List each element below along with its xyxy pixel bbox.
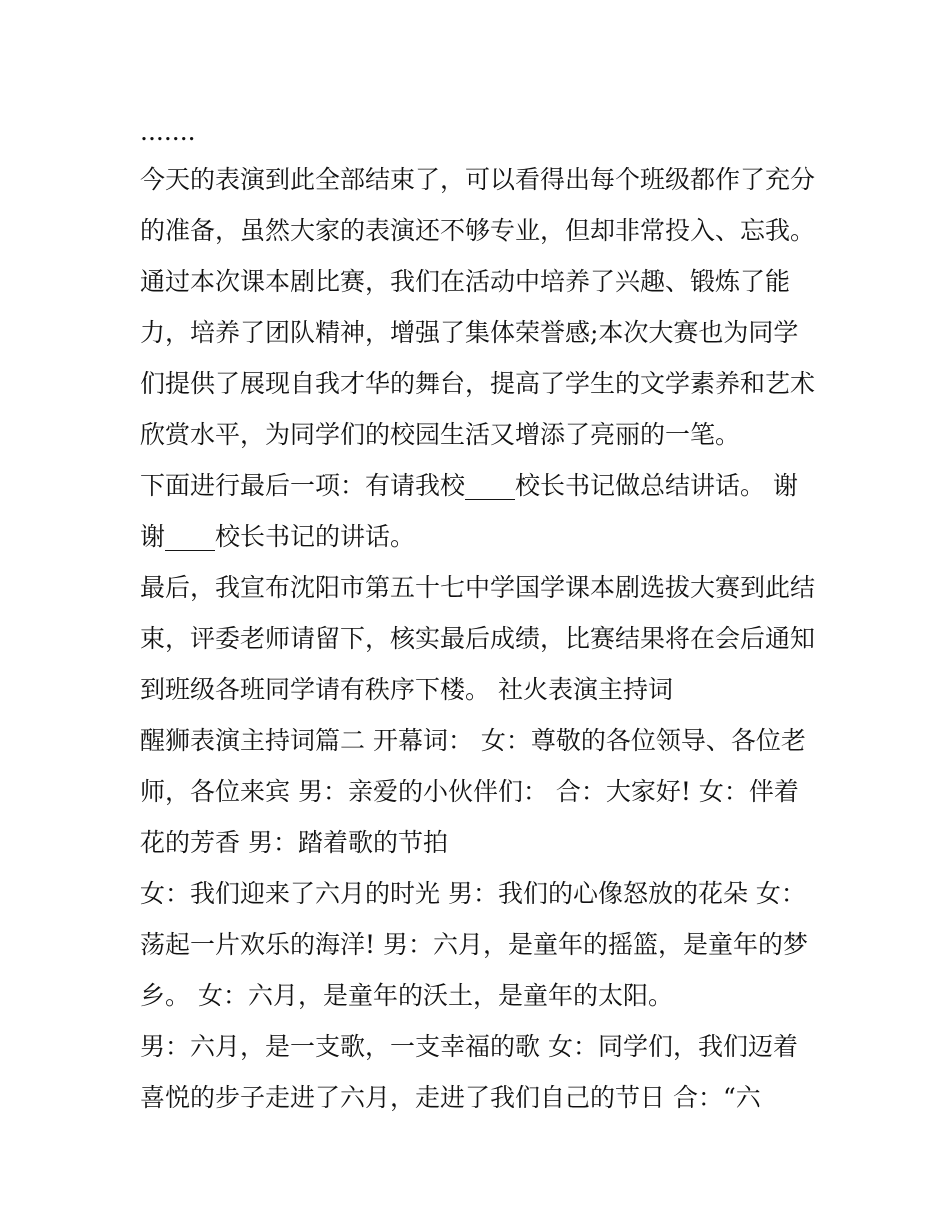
document-body — [140, 110, 830, 1123]
text-line: 男：六月，是一支歌，一支幸福的歌 女：同学们，我们迈着 — [140, 1032, 798, 1061]
text-line: 通过本次课本剧比赛，我们在活动中培养了兴趣、锻炼了能 — [140, 267, 791, 296]
text-line: 欣赏水平，为同学们的校园生活又增添了亮丽的一笔。 — [140, 420, 741, 449]
text-line: 今天的表演到此全部结束了，可以看得出每个班级都作了充分 — [140, 165, 816, 194]
text-line: 喜悦的步子走进了六月，走进了我们自己的节日 合：“六 — [140, 1083, 761, 1112]
text-line: 的准备，虽然大家的表演还不够专业，但却非常投入、忘我。 — [140, 216, 816, 245]
text-line: 力，培养了团队精神，增强了集体荣誉感;本次大赛也为同学 — [140, 318, 799, 347]
text-line: 谢____校长书记的讲话。 — [140, 522, 416, 551]
text-line: 花的芳香 男：踏着歌的节拍 — [140, 828, 448, 857]
text-line: 最后，我宣布沈阳市第五十七中学国学课本剧选拔大赛到此结 — [140, 573, 816, 602]
text-line: 们提供了展现自我才华的舞台，提高了学生的文学素养和艺术 — [140, 369, 816, 398]
text-line: 师，各位来宾 男：亲爱的小伙伴们： 合：大家好! 女：伴着 — [140, 777, 799, 806]
text-line: 乡。 女：六月，是童年的沃土，是童年的太阳。 — [140, 981, 673, 1010]
text-line: 下面进行最后一项：有请我校____校长书记做总结讲话。 谢 — [140, 471, 798, 500]
text-line: 到班级各班同学请有秩序下楼。 社火表演主持词 — [140, 675, 673, 704]
text-line: 束，评委老师请留下，核实最后成绩，比赛结果将在会后通知 — [140, 624, 816, 653]
text-line: 醒狮表演主持词篇二 开幕词： 女：尊敬的各位领导、各位老 — [140, 726, 806, 755]
text-line: 女：我们迎来了六月的时光 男：我们的心像怒放的花朵 女： — [140, 879, 806, 908]
text-line: 荡起一片欢乐的海洋! 男：六月，是童年的摇篮，是童年的梦 — [140, 930, 808, 959]
ellipsis-line: ....... — [140, 117, 196, 146]
